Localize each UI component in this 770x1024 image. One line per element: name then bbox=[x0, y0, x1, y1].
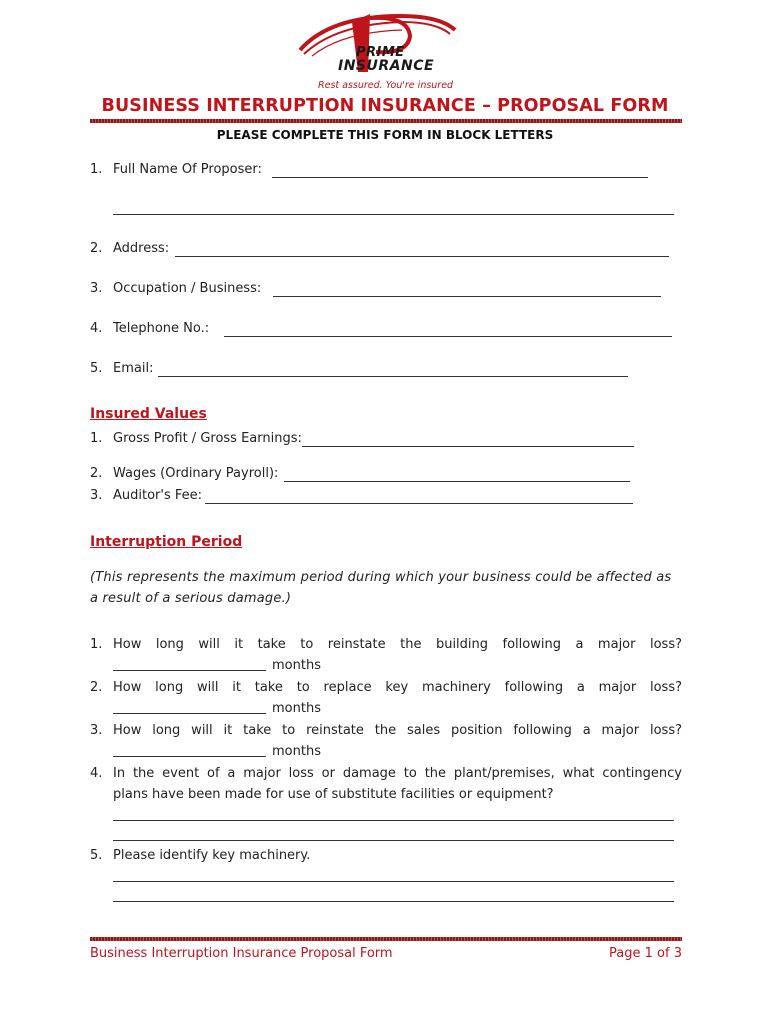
field-number: 2. bbox=[90, 241, 103, 256]
form-instructions: PLEASE COMPLETE THIS FORM IN BLOCK LETTERS bbox=[216, 128, 554, 142]
wages-input-line[interactable] bbox=[284, 481, 630, 482]
field-label: Telephone No.: bbox=[113, 321, 210, 336]
form-title: BUSINESS INTERRUPTION INSURANCE – PROPOSAL FORM bbox=[101, 96, 669, 116]
key-machinery-answer-line-1[interactable] bbox=[113, 881, 674, 882]
title-divider bbox=[90, 119, 682, 123]
footer-divider bbox=[90, 937, 682, 941]
question-key-machinery bbox=[90, 845, 682, 866]
field-auditors-fee bbox=[90, 488, 202, 503]
contingency-answer-line-1[interactable] bbox=[113, 820, 674, 821]
address-input-line[interactable] bbox=[175, 256, 669, 257]
footer-page-number: Page 1 of 3 bbox=[609, 946, 682, 961]
field-label: Full Name Of Proposer: bbox=[113, 162, 262, 177]
logo-line-insurance: INSURANCE bbox=[338, 58, 435, 74]
field-label: Gross Profit / Gross Earnings: bbox=[113, 431, 302, 446]
question-number: 4. bbox=[90, 766, 103, 781]
key-machinery-answer-line-2[interactable] bbox=[113, 901, 674, 902]
field-wages bbox=[90, 466, 278, 481]
interruption-period-note: (This represents the maximum period during which your business could be affected as a result of a serious damage.) bbox=[90, 570, 672, 606]
machinery-months-input-line[interactable] bbox=[113, 713, 266, 714]
insured-values-heading: Insured Values bbox=[90, 406, 207, 422]
field-number: 3. bbox=[90, 281, 103, 296]
field-label: Occupation / Business: bbox=[113, 281, 262, 296]
building-months-input-line[interactable] bbox=[113, 670, 266, 671]
field-label: Wages (Ordinary Payroll): bbox=[113, 466, 279, 481]
months-suffix: months bbox=[272, 701, 321, 716]
question-number: 3. bbox=[90, 723, 103, 738]
email-input-line[interactable] bbox=[158, 376, 628, 377]
field-address bbox=[90, 241, 169, 256]
field-gross-profit bbox=[90, 431, 302, 446]
field-number: 5. bbox=[90, 361, 103, 376]
question-text: How long will it take to reinstate the building following a major loss? bbox=[113, 637, 682, 652]
occupation-input-line[interactable] bbox=[273, 296, 661, 297]
field-label: Auditor's Fee: bbox=[113, 488, 203, 503]
question-text: How long will it take to replace key machinery following a major loss? bbox=[113, 680, 682, 695]
question-contingency-plans bbox=[90, 763, 682, 805]
sales-months-input-line[interactable] bbox=[113, 756, 266, 757]
field-number: 2. bbox=[90, 466, 103, 481]
logo-wordmark bbox=[338, 46, 488, 73]
gross-profit-input-line[interactable] bbox=[302, 446, 634, 447]
field-full-name bbox=[90, 162, 262, 177]
logo-line-prime: PRIME bbox=[356, 45, 405, 60]
field-label: Email: bbox=[113, 361, 154, 376]
interruption-period-heading: Interruption Period bbox=[90, 534, 243, 550]
field-occupation bbox=[90, 281, 261, 296]
contingency-answer-line-2[interactable] bbox=[113, 840, 674, 841]
question-number: 1. bbox=[90, 637, 103, 652]
auditors-fee-input-line[interactable] bbox=[205, 503, 633, 504]
telephone-input-line[interactable] bbox=[224, 336, 672, 337]
field-label: Address: bbox=[113, 241, 170, 256]
full-name-input-line[interactable] bbox=[272, 177, 648, 178]
question-text: In the event of a major loss or damage to the plant/premises, what contingency bbox=[113, 766, 682, 781]
months-suffix: months bbox=[272, 744, 321, 759]
full-name-continuation-line[interactable] bbox=[113, 214, 674, 215]
field-number: 1. bbox=[90, 431, 103, 446]
field-email bbox=[90, 361, 153, 376]
months-suffix: months bbox=[272, 658, 321, 673]
field-number: 3. bbox=[90, 488, 103, 503]
logo-tagline: Rest assured. You're insured bbox=[318, 80, 454, 91]
field-number: 4. bbox=[90, 321, 103, 336]
footer-form-name: Business Interruption Insurance Proposal Form bbox=[90, 946, 393, 961]
question-number: 2. bbox=[90, 680, 103, 695]
question-text-continued: plans have been made for use of substitute facilities or equipment? bbox=[113, 787, 554, 802]
question-text: Please identify key machinery. bbox=[113, 848, 311, 863]
question-number: 5. bbox=[90, 848, 103, 863]
field-number: 1. bbox=[90, 162, 103, 177]
question-text: How long will it take to reinstate the sales position following a major loss? bbox=[113, 723, 682, 738]
field-telephone bbox=[90, 321, 209, 336]
